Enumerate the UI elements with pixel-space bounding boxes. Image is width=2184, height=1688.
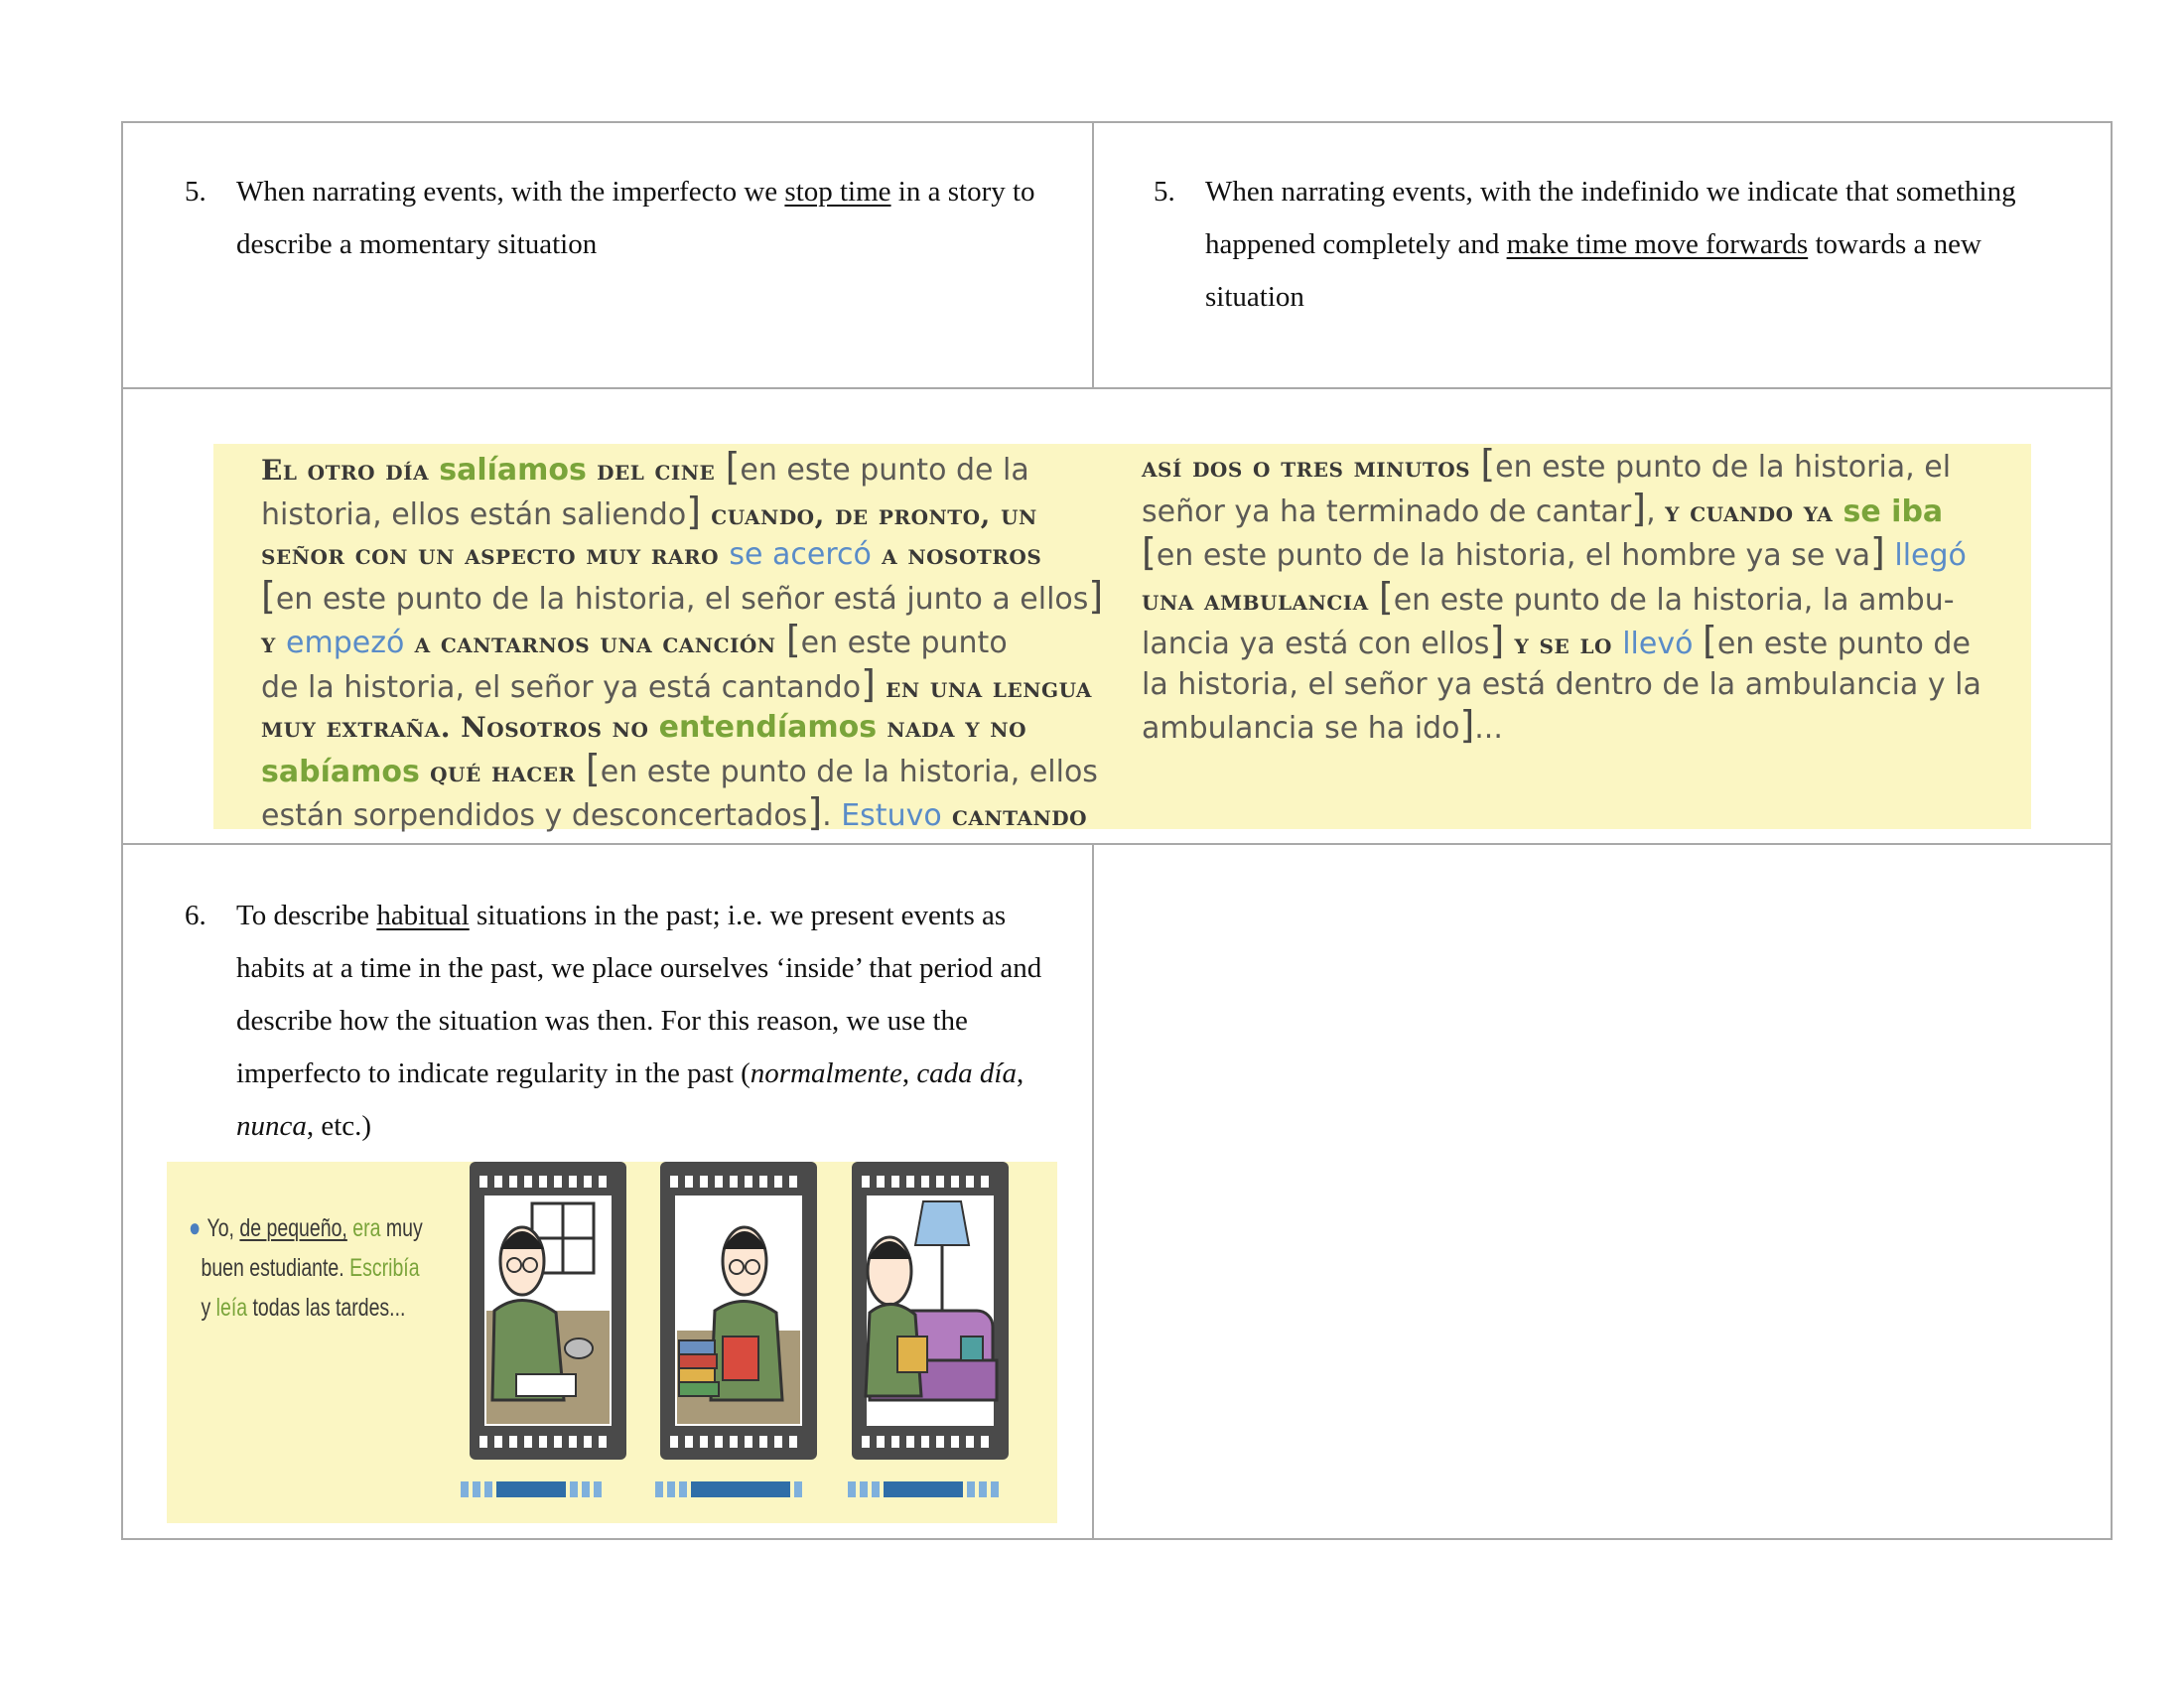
- text-segment: de la historia, el señor ya está cantando: [261, 669, 862, 705]
- text-segment: .: [822, 798, 842, 833]
- text-segment: buen estudiante.: [201, 1254, 350, 1282]
- text-segment: muy: [380, 1214, 423, 1242]
- indefinido-verb: Estuvo: [841, 798, 942, 833]
- text-segment: qué hacer: [419, 755, 586, 788]
- man-reading-sofa-illustration: [852, 1162, 1009, 1460]
- text-segment: [1885, 538, 1895, 573]
- text-segment: en este punto: [800, 626, 1008, 660]
- bracket: ]: [1869, 530, 1885, 574]
- man-writing-illustration: [470, 1162, 626, 1460]
- text-segment: una ambulancia: [1142, 583, 1379, 617]
- text-segment: ...: [1474, 711, 1503, 746]
- excerpt-line: [1142, 486, 2015, 533]
- imperfecto-point-6: [185, 890, 1080, 1153]
- excerpt-line: [1142, 705, 2015, 750]
- list-number: 5.: [185, 176, 206, 208]
- bracket: ]: [861, 661, 876, 706]
- text-segment: muy extraña. Nosotros no: [261, 711, 659, 744]
- bracket: ]: [1088, 573, 1104, 618]
- excerpt-line: [261, 535, 1135, 576]
- text-segment: cuando, de pronto, un: [701, 497, 1037, 531]
- text-segment: de pequeño,: [239, 1214, 347, 1242]
- italic-phrase: cada día: [916, 1057, 1017, 1089]
- bullet-icon: ●: [189, 1212, 202, 1242]
- bracket: ]: [686, 489, 702, 533]
- excerpt-line: [261, 620, 1135, 664]
- excerpt-line: [261, 573, 1135, 621]
- indefinido-verb: se acercó: [729, 537, 872, 572]
- indefinido-verb: llegó: [1894, 538, 1967, 573]
- text-segment: todas las tardes...: [247, 1294, 406, 1322]
- indefinido-verb: llevó: [1622, 627, 1694, 661]
- bracket: ]: [807, 790, 823, 834]
- indefinido-point-5-text: [1205, 166, 2079, 324]
- text-segment: en este punto de la historia, el señor está junto a ellos: [275, 581, 1089, 617]
- bracket: [: [585, 746, 601, 790]
- textbook-excerpt: [213, 442, 2031, 834]
- text-segment: ambulancia se ha ido: [1142, 711, 1460, 746]
- text-segment: ,: [1646, 493, 1666, 529]
- imperfecto-point-5: [185, 166, 1080, 271]
- underlined-phrase: make time move forwards: [1506, 228, 1809, 260]
- bracket: [: [1480, 442, 1496, 486]
- bracket: [: [785, 618, 801, 661]
- text-segment: en este punto de la historia, el hombre ya se va: [1156, 538, 1870, 573]
- text-segment: cantando: [941, 799, 1088, 832]
- text-segment: Yo,: [206, 1214, 240, 1242]
- imperfecto-verb: entendíamos: [658, 710, 878, 745]
- text-segment: historia, ellos están saliendo: [261, 496, 687, 532]
- comic-frames: [167, 1162, 1057, 1523]
- indefinido-point-5: [1154, 166, 2079, 324]
- bracket: [: [1378, 574, 1394, 619]
- excerpt-line: [261, 746, 1135, 793]
- text-segment: del cine: [586, 454, 726, 487]
- text-segment: ,: [901, 1057, 917, 1089]
- text-segment: en una lengua: [875, 670, 1092, 704]
- text-segment: y se lo: [1504, 628, 1623, 660]
- comic-strip: [167, 1162, 1057, 1523]
- imperfecto-verb: Escribía: [349, 1254, 420, 1282]
- column-divider-bottom: [1092, 843, 1094, 1540]
- excerpt-line: [1142, 532, 2015, 577]
- text-segment: When narrating events, with the imperfecto we: [236, 176, 785, 208]
- row-divider-1: [123, 387, 2111, 389]
- excerpt-line: [261, 661, 1135, 709]
- text-segment: ,: [1017, 1057, 1024, 1089]
- bracket: [: [725, 445, 741, 489]
- bracket: [: [1142, 530, 1157, 574]
- indefinido-verb: empezó: [286, 626, 405, 660]
- text-segment: , etc.): [306, 1110, 372, 1142]
- italic-phrase: nunca: [236, 1110, 307, 1142]
- bracket: [: [261, 573, 276, 618]
- text-segment: El otro día: [261, 454, 440, 487]
- excerpt-line: [261, 792, 1135, 837]
- text-segment: towards a new situation: [1205, 228, 1981, 313]
- imperfecto-verb: leía: [215, 1294, 248, 1322]
- text-segment: y cuando ya: [1665, 494, 1843, 528]
- text-segment: en este punto de la historia, ellos: [600, 754, 1098, 789]
- bracket: ]: [1459, 703, 1475, 747]
- text-segment: en este punto de: [1716, 627, 1971, 661]
- text-segment: están sorpendidos y desconcertados: [261, 798, 808, 833]
- imperfecto-point-6-text: [236, 890, 1080, 1153]
- text-segment: así dos o tres minutos: [1142, 451, 1481, 484]
- excerpt-line: [1142, 574, 2015, 622]
- excerpt-right-column: [1142, 444, 2015, 750]
- text-segment: lancia ya está con ellos: [1142, 627, 1490, 661]
- text-segment: situations in the past; i.e. we present events as habits at a time in the past, we place ourselves ‘inside’ that period and describe how the situation was then. For this reason, we use the imperfecto to indicate regularity in the past (: [236, 900, 1042, 1089]
- bracket: ]: [1631, 486, 1647, 530]
- italic-phrase: normalmente: [750, 1057, 902, 1089]
- excerpt-line: [1142, 665, 2015, 706]
- list-number: 6.: [185, 900, 206, 931]
- underlined-phrase: stop time: [784, 176, 891, 208]
- imperfecto-verb: sabíamos: [261, 754, 420, 789]
- text-segment: [1693, 627, 1703, 661]
- text-segment: señor ya ha terminado de cantar: [1142, 493, 1632, 529]
- text-segment: señor con un aspecto muy raro: [261, 538, 730, 571]
- text-segment: To describe: [236, 900, 377, 931]
- text-segment: nada y no: [877, 711, 1027, 744]
- text-segment: a nosotros: [871, 538, 1042, 571]
- text-segment: y: [201, 1294, 216, 1322]
- timeline-bars: [461, 1481, 999, 1497]
- excerpt-line: [1142, 621, 2015, 665]
- excerpt-line: [261, 447, 1135, 492]
- bracket: ]: [1489, 619, 1505, 662]
- underlined-phrase: habitual: [376, 900, 470, 931]
- text-segment: y: [261, 627, 287, 659]
- imperfecto-verb: se iba: [1843, 493, 1944, 529]
- text-segment: en este punto de la: [740, 453, 1029, 488]
- imperfecto-verb: era: [352, 1214, 381, 1242]
- man-reading-books-illustration: [660, 1162, 817, 1460]
- imperfecto-verb: salíamos: [439, 453, 587, 488]
- imperfecto-point-5-text: [236, 166, 1080, 271]
- excerpt-left-column: [261, 447, 1135, 837]
- text-segment: in a story to describe a momentary situation: [236, 176, 1035, 260]
- excerpt-line: [261, 489, 1135, 536]
- row-divider-2: [123, 843, 2111, 845]
- text-segment: en este punto de la historia, el: [1495, 450, 1952, 485]
- bracket: [: [1703, 619, 1717, 662]
- text-segment: en este punto de la historia, la ambu-: [1393, 582, 1955, 618]
- list-number: 5.: [1154, 176, 1175, 208]
- text-segment: a cantarnos una canción: [404, 627, 786, 659]
- column-divider-top: [1092, 123, 1094, 387]
- text-segment: la historia, el señor ya está dentro de la ambulancia y la: [1142, 666, 1981, 702]
- excerpt-line: [261, 708, 1135, 749]
- text-segment: When narrating events, with the indefinido we indicate that something happened completely and: [1205, 176, 2016, 260]
- excerpt-line: [1142, 444, 2015, 489]
